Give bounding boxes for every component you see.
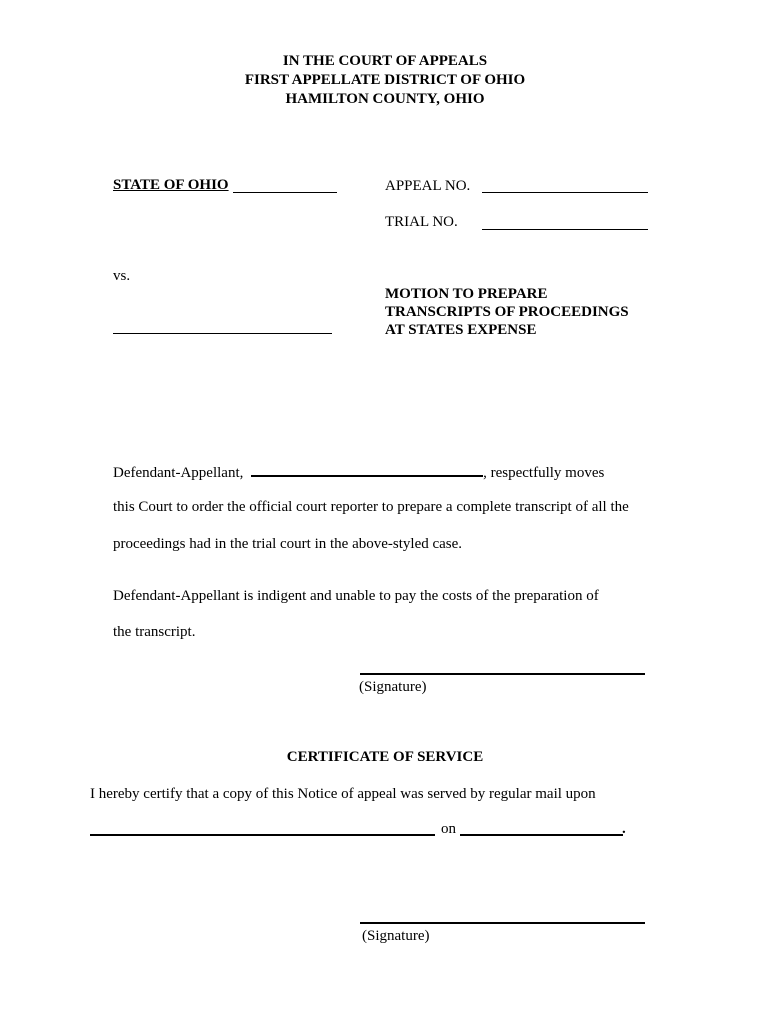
plaintiff-blank-line[interactable] <box>233 192 337 193</box>
respectfully-moves-text: , respectfully moves <box>483 465 605 481</box>
appellant-name-field[interactable] <box>251 463 483 477</box>
on-label: on <box>441 821 456 837</box>
header-line-1: IN THE COURT OF APPEALS <box>282 53 488 69</box>
certificate-signature-label: (Signature) <box>362 928 430 944</box>
period-mark: . <box>622 821 626 837</box>
motion-title-line-3: AT STATES EXPENSE <box>385 322 537 338</box>
court-header <box>0 52 770 109</box>
certificate-signature-line[interactable] <box>360 922 645 924</box>
trial-no-field[interactable] <box>482 229 648 230</box>
motion-title <box>385 285 629 339</box>
motion-title-line-1: MOTION TO PREPARE <box>385 286 548 302</box>
paragraph-1-line-2: this Court to order the official court reporter to prepare a complete transcript of all the <box>113 499 629 515</box>
served-upon-field[interactable] <box>90 834 435 836</box>
appeal-no-label: APPEAL NO. <box>385 178 471 194</box>
certificate-text: I hereby certify that a copy of this Notice of appeal was served by regular mail upon <box>90 786 596 802</box>
header-line-3: HAMILTON COUNTY, OHIO <box>285 91 485 107</box>
certificate-title: CERTIFICATE OF SERVICE <box>286 749 484 765</box>
paragraph-2-line-2: the transcript. <box>113 624 196 640</box>
signature-label: (Signature) <box>359 679 427 695</box>
service-date-field[interactable] <box>460 834 623 836</box>
header-line-2: FIRST APPELLATE DISTRICT OF OHIO <box>244 72 526 88</box>
paragraph-2-line-1: Defendant-Appellant is indigent and unable to pay the costs of the preparation of <box>113 588 599 604</box>
versus-text: vs. <box>113 268 131 284</box>
trial-no-label: TRIAL NO. <box>385 214 458 230</box>
defendant-name-field[interactable] <box>113 333 332 334</box>
plaintiff-name: STATE OF OHIO <box>113 177 229 193</box>
paragraph-1-line-3: proceedings had in the trial court in the above-styled case. <box>113 536 463 552</box>
signature-line[interactable] <box>360 673 645 675</box>
paragraph-1-line-1 <box>113 463 604 482</box>
motion-title-line-2: TRANSCRIPTS OF PROCEEDINGS <box>385 304 629 320</box>
appeal-no-field[interactable] <box>482 192 648 193</box>
defendant-appellant-label: Defendant-Appellant, <box>113 465 244 481</box>
